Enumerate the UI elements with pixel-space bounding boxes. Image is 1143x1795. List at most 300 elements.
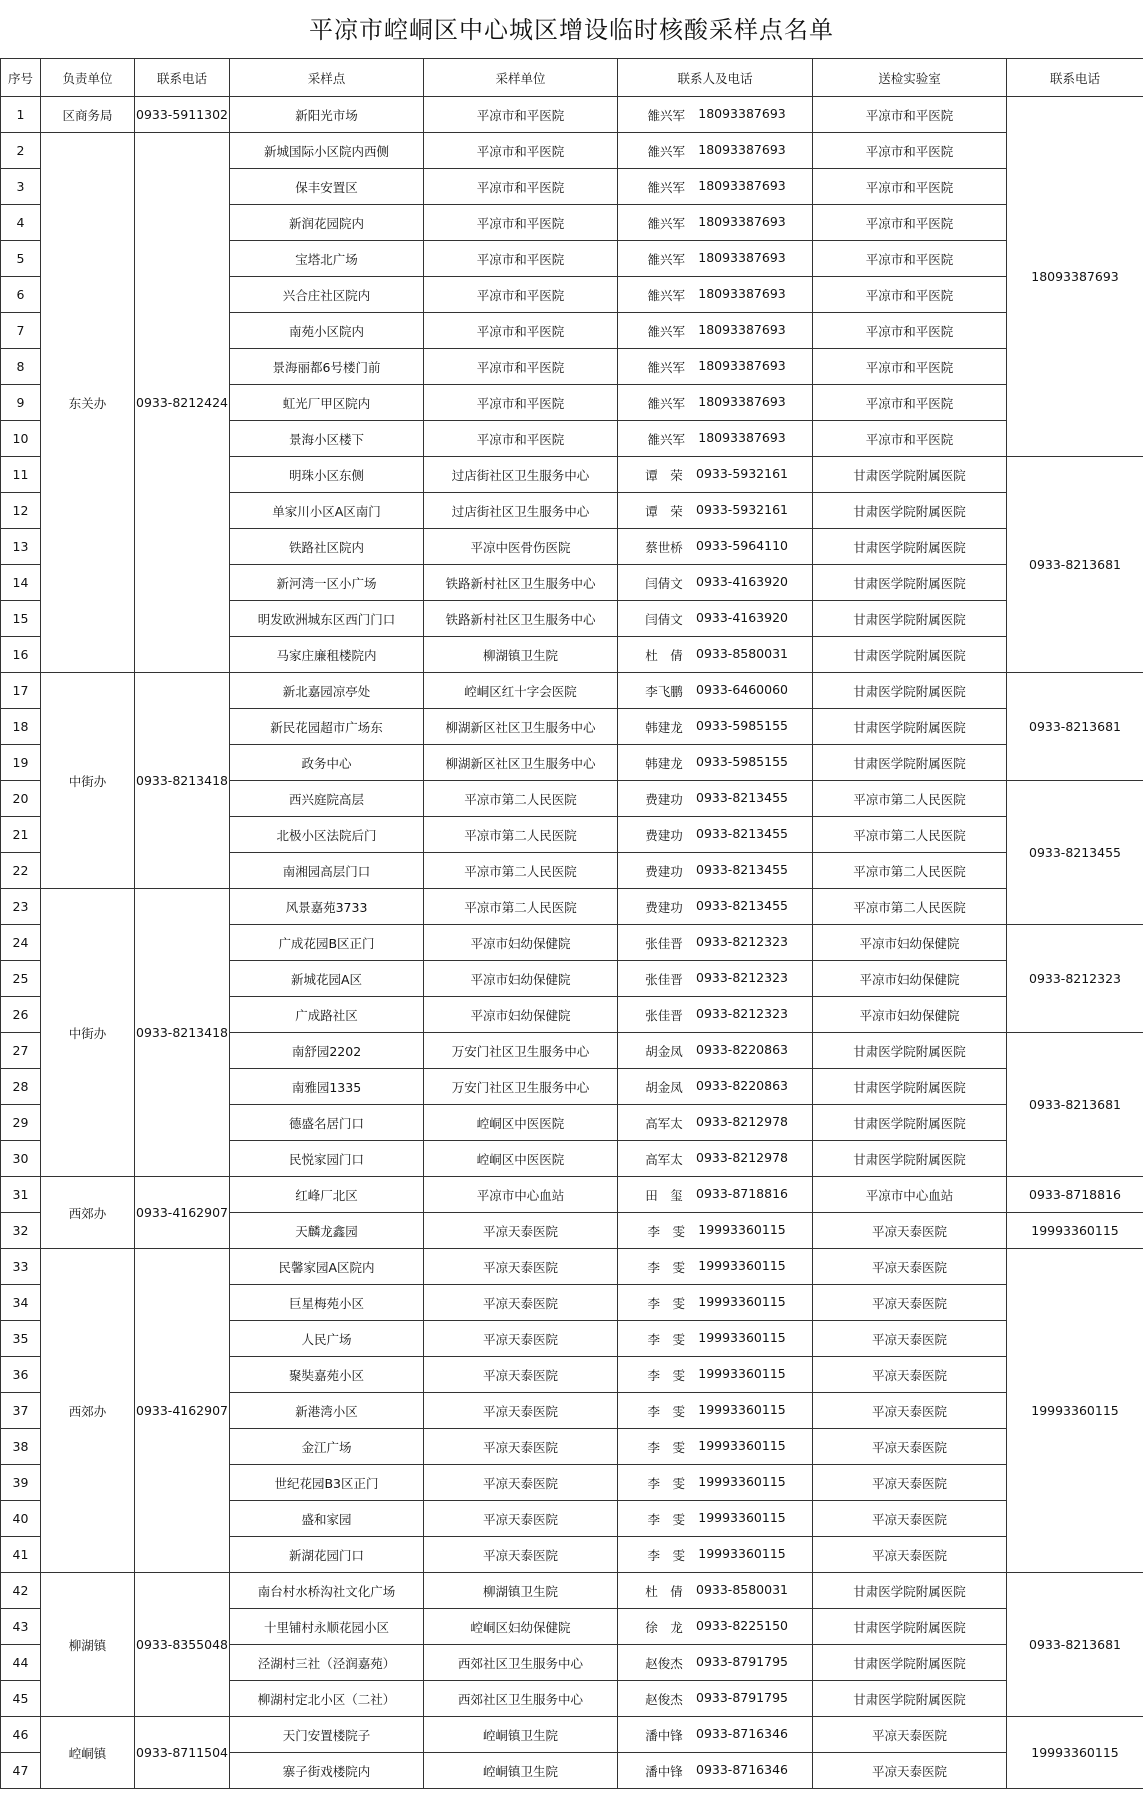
row-number: 1 <box>1 97 41 133</box>
sampling-site: 新城国际小区院内西侧 <box>230 133 424 169</box>
sampling-site: 南台村水桥沟社文化广场 <box>230 1573 424 1609</box>
sampling-site: 德盛名居门口 <box>230 1105 424 1141</box>
contact-cell <box>618 493 813 529</box>
contact-phone: 0933-8220863 <box>696 1041 788 1057</box>
responsible-unit-phone: 0933-8213418 <box>135 673 230 889</box>
sampling-org: 平凉天泰医院 <box>424 1465 618 1501</box>
contact-wrap <box>642 1582 788 1600</box>
sampling-org: 平凉市第二人民医院 <box>424 889 618 925</box>
contact-cell <box>618 421 813 457</box>
sampling-org: 平凉市中心血站 <box>424 1177 618 1213</box>
contact-phone: 0933-8212323 <box>696 933 788 949</box>
contact-phone: 18093387693 <box>698 177 786 193</box>
sampling-site: 风景嘉苑3733 <box>230 889 424 925</box>
contact-wrap <box>642 1762 788 1780</box>
table-row <box>1 133 1143 169</box>
contact-phone: 0933-4163920 <box>696 573 788 589</box>
sampling-org: 平凉市和平医院 <box>424 349 618 385</box>
table-row <box>1 1177 1143 1213</box>
row-number: 22 <box>1 853 41 889</box>
row-number: 10 <box>1 421 41 457</box>
lab: 甘肃医学院附属医院 <box>813 529 1007 565</box>
responsible-unit: 西郊办 <box>41 1177 135 1249</box>
lab: 平凉天泰医院 <box>813 1321 1007 1357</box>
contact-phone: 19993360115 <box>698 1509 786 1525</box>
contact-cell <box>618 745 813 781</box>
sampling-org: 平凉市和平医院 <box>424 205 618 241</box>
contact-cell <box>618 241 813 277</box>
contact-cell <box>618 133 813 169</box>
contact-wrap <box>644 1258 785 1276</box>
contact-wrap <box>642 790 788 808</box>
row-number: 42 <box>1 1573 41 1609</box>
row-number: 5 <box>1 241 41 277</box>
contact-name: 费建功 <box>645 899 683 915</box>
contact-name: 潘中锋 <box>645 1763 683 1779</box>
contact-wrap <box>644 1402 785 1420</box>
contact-phone: 0933-8213455 <box>696 789 788 805</box>
sampling-site: 聚奘嘉苑小区 <box>230 1357 424 1393</box>
lab: 平凉市和平医院 <box>813 133 1007 169</box>
contact-wrap <box>642 610 788 628</box>
sampling-site: 天麟龙鑫园 <box>230 1213 424 1249</box>
sampling-site: 天门安置楼院子 <box>230 1717 424 1753</box>
row-number: 25 <box>1 961 41 997</box>
lab: 平凉市和平医院 <box>813 421 1007 457</box>
lab-phone: 19993360115 <box>1007 1213 1143 1249</box>
row-number: 44 <box>1 1645 41 1681</box>
contact-wrap <box>642 466 788 484</box>
table-row <box>1 1249 1143 1285</box>
contact-cell <box>618 529 813 565</box>
contact-phone: 0933-8791795 <box>696 1689 788 1705</box>
contact-name: 李 雯 <box>647 1331 685 1347</box>
lab: 平凉天泰医院 <box>813 1537 1007 1573</box>
sampling-org: 平凉市和平医院 <box>424 277 618 313</box>
contact-wrap <box>642 646 788 664</box>
lab: 甘肃医学院附属医院 <box>813 1033 1007 1069</box>
contact-cell <box>618 277 813 313</box>
contact-wrap <box>644 1366 785 1384</box>
contact-phone: 0933-5932161 <box>696 465 788 481</box>
lab: 平凉天泰医院 <box>813 1285 1007 1321</box>
contact-wrap <box>642 682 788 700</box>
contact-cell <box>618 925 813 961</box>
sampling-site: 保丰安置区 <box>230 169 424 205</box>
contact-cell <box>618 601 813 637</box>
contact-name: 雒兴军 <box>647 395 685 411</box>
contact-wrap <box>642 1690 788 1708</box>
contact-cell <box>618 1285 813 1321</box>
sampling-org: 平凉市和平医院 <box>424 313 618 349</box>
sampling-site: 巨星梅苑小区 <box>230 1285 424 1321</box>
sampling-site: 政务中心 <box>230 745 424 781</box>
contact-name: 雒兴军 <box>647 251 685 267</box>
responsible-unit: 区商务局 <box>41 97 135 133</box>
contact-cell <box>618 1609 813 1645</box>
contact-cell <box>618 1645 813 1681</box>
contact-name: 徐 龙 <box>645 1619 683 1635</box>
contact-cell <box>618 313 813 349</box>
sampling-org: 平凉市和平医院 <box>424 241 618 277</box>
sampling-site: 民馨家园A区院内 <box>230 1249 424 1285</box>
lab: 甘肃医学院附属医院 <box>813 493 1007 529</box>
contact-name: 张佳晋 <box>645 935 683 951</box>
lab: 甘肃医学院附属医院 <box>813 745 1007 781</box>
table-row <box>1 97 1143 133</box>
responsible-unit-phone: 0933-8213418 <box>135 889 230 1177</box>
sampling-site: 盛和家园 <box>230 1501 424 1537</box>
table-row <box>1 889 1143 925</box>
contact-wrap <box>642 502 788 520</box>
contact-name: 闫倩文 <box>645 611 683 627</box>
sampling-org: 过店街社区卫生服务中心 <box>424 457 618 493</box>
contact-name: 雒兴军 <box>647 359 685 375</box>
contact-cell <box>618 1501 813 1537</box>
sampling-site: 新城花园A区 <box>230 961 424 997</box>
contact-wrap <box>644 106 785 124</box>
contact-wrap <box>644 142 785 160</box>
contact-name: 李飞鹏 <box>645 683 683 699</box>
contact-cell <box>618 1249 813 1285</box>
contact-phone: 0933-8213455 <box>696 897 788 913</box>
contact-cell <box>618 349 813 385</box>
row-number: 16 <box>1 637 41 673</box>
contact-wrap <box>644 1546 785 1564</box>
contact-wrap <box>642 1618 788 1636</box>
contact-cell <box>618 385 813 421</box>
lab: 甘肃医学院附属医院 <box>813 565 1007 601</box>
contact-phone: 0933-8791795 <box>696 1653 788 1669</box>
sampling-site: 新润花园院内 <box>230 205 424 241</box>
page-title: 平凉市崆峒区中心城区增设临时核酸采样点名单 <box>309 16 834 44</box>
contact-name: 雒兴军 <box>647 179 685 195</box>
row-number: 47 <box>1 1753 41 1789</box>
row-number: 7 <box>1 313 41 349</box>
contact-phone: 0933-8718816 <box>696 1185 788 1201</box>
contact-phone: 0933-8580031 <box>696 645 788 661</box>
lab: 甘肃医学院附属医院 <box>813 637 1007 673</box>
lab: 甘肃医学院附属医院 <box>813 457 1007 493</box>
contact-cell <box>618 1321 813 1357</box>
contact-wrap <box>642 1150 788 1168</box>
contact-name: 李 雯 <box>647 1475 685 1491</box>
row-number: 13 <box>1 529 41 565</box>
sampling-org: 平凉市妇幼保健院 <box>424 997 618 1033</box>
sampling-site: 景海丽都6号楼门前 <box>230 349 424 385</box>
contact-wrap <box>642 538 788 556</box>
row-number: 43 <box>1 1609 41 1645</box>
lab: 平凉天泰医院 <box>813 1717 1007 1753</box>
responsible-unit: 中街办 <box>41 673 135 889</box>
sampling-site: 新阳光市场 <box>230 97 424 133</box>
sampling-site: 柳湖村定北小区（二社） <box>230 1681 424 1717</box>
lab: 甘肃医学院附属医院 <box>813 1141 1007 1177</box>
header-sampling-site: 采样点 <box>230 59 424 97</box>
contact-name: 雒兴军 <box>647 431 685 447</box>
contact-phone: 0933-8716346 <box>696 1761 788 1777</box>
contact-name: 高军太 <box>645 1151 683 1167</box>
sampling-site: 南湘园高层门口 <box>230 853 424 889</box>
contact-name: 李 雯 <box>647 1547 685 1563</box>
row-number: 14 <box>1 565 41 601</box>
sampling-org: 平凉中医骨伤医院 <box>424 529 618 565</box>
contact-name: 雒兴军 <box>647 107 685 123</box>
sampling-org: 崆峒区红十字会医院 <box>424 673 618 709</box>
contact-phone: 18093387693 <box>698 105 786 121</box>
sampling-org: 西郊社区卫生服务中心 <box>424 1645 618 1681</box>
lab: 平凉市第二人民医院 <box>813 889 1007 925</box>
sampling-org: 平凉市妇幼保健院 <box>424 961 618 997</box>
header-contact: 联系人及电话 <box>618 59 813 97</box>
table-header-row <box>1 59 1143 97</box>
contact-cell <box>618 853 813 889</box>
contact-name: 潘中锋 <box>645 1727 683 1743</box>
contact-phone: 0933-8212978 <box>696 1149 788 1165</box>
sampling-org: 崆峒区妇幼保健院 <box>424 1609 618 1645</box>
header-sampling-org: 采样单位 <box>424 59 618 97</box>
contact-cell <box>618 1465 813 1501</box>
lab: 平凉天泰医院 <box>813 1249 1007 1285</box>
contact-name: 闫倩文 <box>645 575 683 591</box>
contact-phone: 18093387693 <box>698 213 786 229</box>
contact-wrap <box>642 1006 788 1024</box>
contact-cell <box>618 1177 813 1213</box>
sampling-org: 崆峒区中医医院 <box>424 1141 618 1177</box>
row-number: 29 <box>1 1105 41 1141</box>
lab: 平凉市妇幼保健院 <box>813 997 1007 1033</box>
responsible-unit: 东关办 <box>41 133 135 673</box>
lab: 甘肃医学院附属医院 <box>813 1105 1007 1141</box>
sampling-org: 平凉市第二人民医院 <box>424 817 618 853</box>
sampling-org: 平凉天泰医院 <box>424 1357 618 1393</box>
contact-cell <box>618 1429 813 1465</box>
row-number: 38 <box>1 1429 41 1465</box>
contact-cell <box>618 817 813 853</box>
sampling-site: 宝塔北广场 <box>230 241 424 277</box>
lab-phone: 0933-8212323 <box>1007 925 1143 1033</box>
sampling-site: 新北嘉园凉亭处 <box>230 673 424 709</box>
lab: 平凉市中心血站 <box>813 1177 1007 1213</box>
header-responsible-unit: 负责单位 <box>41 59 135 97</box>
responsible-unit-phone: 0933-8355048 <box>135 1573 230 1717</box>
header-no: 序号 <box>1 59 41 97</box>
contact-phone: 18093387693 <box>698 393 786 409</box>
contact-phone: 19993360115 <box>698 1437 786 1453</box>
lab: 平凉市妇幼保健院 <box>813 925 1007 961</box>
contact-cell <box>618 1393 813 1429</box>
lab-phone: 0933-8213681 <box>1007 1573 1143 1717</box>
contact-phone: 18093387693 <box>698 285 786 301</box>
contact-phone: 19993360115 <box>698 1473 786 1489</box>
sampling-site: 广成花园B区正门 <box>230 925 424 961</box>
lab: 甘肃医学院附属医院 <box>813 601 1007 637</box>
sampling-org: 万安门社区卫生服务中心 <box>424 1069 618 1105</box>
sampling-site: 十里铺村永顺花园小区 <box>230 1609 424 1645</box>
contact-name: 赵俊杰 <box>645 1655 683 1671</box>
lab-phone: 18093387693 <box>1007 97 1143 457</box>
lab-phone: 0933-8213455 <box>1007 781 1143 925</box>
sampling-site: 单家川小区A区南门 <box>230 493 424 529</box>
sampling-site: 铁路社区院内 <box>230 529 424 565</box>
row-number: 4 <box>1 205 41 241</box>
sampling-site: 南苑小区院内 <box>230 313 424 349</box>
contact-name: 雒兴军 <box>647 215 685 231</box>
contact-wrap <box>644 214 785 232</box>
contact-cell <box>618 1141 813 1177</box>
contact-wrap <box>642 1654 788 1672</box>
contact-phone: 19993360115 <box>698 1329 786 1345</box>
contact-name: 韩建龙 <box>645 755 683 771</box>
row-number: 45 <box>1 1681 41 1717</box>
sampling-org: 万安门社区卫生服务中心 <box>424 1033 618 1069</box>
lab: 平凉市妇幼保健院 <box>813 961 1007 997</box>
sampling-org: 平凉天泰医院 <box>424 1393 618 1429</box>
row-number: 39 <box>1 1465 41 1501</box>
contact-phone: 0933-8212323 <box>696 969 788 985</box>
contact-wrap <box>644 286 785 304</box>
sampling-site: 广成路社区 <box>230 997 424 1033</box>
sampling-site: 金江广场 <box>230 1429 424 1465</box>
contact-name: 杜 倩 <box>645 1583 683 1599</box>
sampling-site: 虹光厂甲区院内 <box>230 385 424 421</box>
contact-name: 费建功 <box>645 791 683 807</box>
responsible-unit-phone: 0933-4162907 <box>135 1177 230 1249</box>
contact-phone: 0933-5985155 <box>696 717 788 733</box>
contact-wrap <box>644 1222 785 1240</box>
contact-name: 张佳晋 <box>645 1007 683 1023</box>
contact-cell <box>618 709 813 745</box>
sampling-site: 景海小区楼下 <box>230 421 424 457</box>
contact-wrap <box>642 1042 788 1060</box>
contact-phone: 0933-8213455 <box>696 825 788 841</box>
row-number: 28 <box>1 1069 41 1105</box>
lab: 甘肃医学院附属医院 <box>813 673 1007 709</box>
contact-name: 雒兴军 <box>647 323 685 339</box>
row-number: 32 <box>1 1213 41 1249</box>
row-number: 35 <box>1 1321 41 1357</box>
sampling-org: 平凉天泰医院 <box>424 1249 618 1285</box>
row-number: 17 <box>1 673 41 709</box>
contact-name: 张佳晋 <box>645 971 683 987</box>
sampling-org: 柳湖新区社区卫生服务中心 <box>424 745 618 781</box>
contact-phone: 0933-5932161 <box>696 501 788 517</box>
row-number: 23 <box>1 889 41 925</box>
lab: 平凉天泰医院 <box>813 1357 1007 1393</box>
sampling-org: 平凉天泰医院 <box>424 1213 618 1249</box>
sampling-org: 崆峒镇卫生院 <box>424 1717 618 1753</box>
header-unit-phone: 联系电话 <box>135 59 230 97</box>
contact-name: 蔡世桥 <box>645 539 683 555</box>
row-number: 24 <box>1 925 41 961</box>
contact-name: 雒兴军 <box>647 143 685 159</box>
row-number: 20 <box>1 781 41 817</box>
lab: 平凉天泰医院 <box>813 1753 1007 1789</box>
sampling-org: 平凉天泰医院 <box>424 1321 618 1357</box>
sampling-org: 柳湖镇卫生院 <box>424 1573 618 1609</box>
contact-name: 李 雯 <box>647 1295 685 1311</box>
lab: 平凉市和平医院 <box>813 205 1007 241</box>
contact-name: 韩建龙 <box>645 719 683 735</box>
contact-wrap <box>644 1294 785 1312</box>
contact-cell <box>618 637 813 673</box>
contact-cell <box>618 1717 813 1753</box>
lab: 平凉天泰医院 <box>813 1393 1007 1429</box>
sampling-site: 兴合庄社区院内 <box>230 277 424 313</box>
contact-phone: 19993360115 <box>698 1257 786 1273</box>
lab-phone: 19993360115 <box>1007 1717 1143 1789</box>
contact-cell <box>618 1357 813 1393</box>
lab: 甘肃医学院附属医院 <box>813 1609 1007 1645</box>
row-number: 46 <box>1 1717 41 1753</box>
contact-cell <box>618 205 813 241</box>
contact-wrap <box>644 358 785 376</box>
sampling-site: 北极小区法院后门 <box>230 817 424 853</box>
sampling-site: 明珠小区东侧 <box>230 457 424 493</box>
sampling-site: 马家庄廉租楼院内 <box>230 637 424 673</box>
row-number: 37 <box>1 1393 41 1429</box>
lab: 平凉天泰医院 <box>813 1465 1007 1501</box>
lab: 平凉市和平医院 <box>813 241 1007 277</box>
lab: 甘肃医学院附属医院 <box>813 709 1007 745</box>
row-number: 3 <box>1 169 41 205</box>
contact-wrap <box>642 934 788 952</box>
sampling-org: 西郊社区卫生服务中心 <box>424 1681 618 1717</box>
sampling-site: 南雅园1335 <box>230 1069 424 1105</box>
sampling-site: 世纪花园B3区正门 <box>230 1465 424 1501</box>
contact-name: 李 雯 <box>647 1439 685 1455</box>
row-number: 26 <box>1 997 41 1033</box>
contact-cell <box>618 1753 813 1789</box>
contact-wrap <box>642 1726 788 1744</box>
sampling-org: 铁路新村社区卫生服务中心 <box>424 565 618 601</box>
contact-name: 谭 荣 <box>645 503 683 519</box>
contact-wrap <box>644 250 785 268</box>
sampling-org: 平凉市和平医院 <box>424 97 618 133</box>
sampling-org: 平凉天泰医院 <box>424 1537 618 1573</box>
responsible-unit: 西郊办 <box>41 1249 135 1573</box>
contact-phone: 19993360115 <box>698 1293 786 1309</box>
lab: 甘肃医学院附属医院 <box>813 1069 1007 1105</box>
contact-phone: 18093387693 <box>698 249 786 265</box>
contact-cell <box>618 961 813 997</box>
contact-phone: 0933-5964110 <box>696 537 788 553</box>
contact-wrap <box>644 178 785 196</box>
header-lab-phone: 联系电话 <box>1007 59 1143 97</box>
lab: 甘肃医学院附属医院 <box>813 1645 1007 1681</box>
row-number: 12 <box>1 493 41 529</box>
lab: 平凉市第二人民医院 <box>813 853 1007 889</box>
row-number: 8 <box>1 349 41 385</box>
contact-cell <box>618 457 813 493</box>
sampling-org: 平凉天泰医院 <box>424 1429 618 1465</box>
lab: 平凉天泰医院 <box>813 1429 1007 1465</box>
row-number: 21 <box>1 817 41 853</box>
sampling-site: 明发欧洲城东区西门门口 <box>230 601 424 637</box>
lab: 甘肃医学院附属医院 <box>813 1681 1007 1717</box>
lab: 平凉市和平医院 <box>813 97 1007 133</box>
sampling-org: 崆峒镇卫生院 <box>424 1753 618 1789</box>
contact-wrap <box>644 1438 785 1456</box>
sampling-site: 西兴庭院高层 <box>230 781 424 817</box>
row-number: 19 <box>1 745 41 781</box>
contact-phone: 18093387693 <box>698 141 786 157</box>
contact-phone: 18093387693 <box>698 429 786 445</box>
lab: 平凉市和平医院 <box>813 349 1007 385</box>
sampling-site: 南舒园2202 <box>230 1033 424 1069</box>
contact-cell <box>618 781 813 817</box>
lab: 平凉市和平医院 <box>813 313 1007 349</box>
